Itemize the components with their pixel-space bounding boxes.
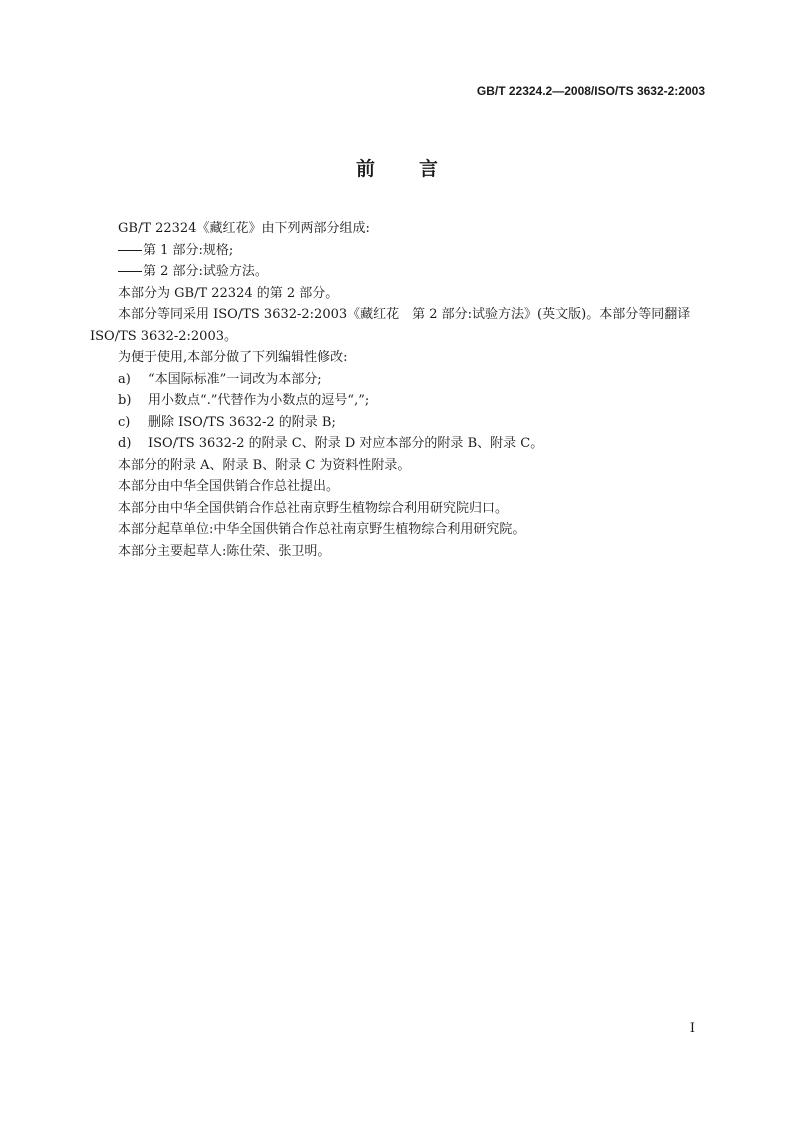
item-text: “本国际标准”一词改为本部分; xyxy=(148,371,322,387)
item-text: ISO/TS 3632-2 的附录 C、附录 D 对应本部分的附录 B、附录 C。 xyxy=(148,436,544,451)
list-item-text: 第 1 部分:规格; xyxy=(143,242,234,258)
page-number: I xyxy=(689,1021,695,1036)
item-label: b) xyxy=(118,393,132,408)
item-text: 删除 ISO/TS 3632-2 的附录 B; xyxy=(148,414,336,430)
drafting-unit-statement: 本部分起草单位:中华全国供销合作总社南京野生植物综合利用研究院。 xyxy=(118,522,526,537)
list-item-part2 xyxy=(90,261,706,283)
dash-mark xyxy=(118,271,142,272)
item-label: d) xyxy=(118,436,132,451)
proposer-statement: 本部分由中华全国供销合作总社提出。 xyxy=(118,479,340,494)
document-header: GB/T 22324.2—2008/ISO/TS 3632-2:2003 xyxy=(476,84,705,98)
edit-item-a xyxy=(90,369,706,391)
item-label: a) xyxy=(118,371,131,387)
editorial-intro: 为便于使用,本部分做了下列编辑性修改: xyxy=(118,350,348,365)
foreword-body xyxy=(90,218,706,562)
list-item-text: 第 2 部分:试验方法。 xyxy=(143,264,268,279)
title-char-2: 言 xyxy=(419,158,439,180)
item-text: 用小数点“.”代替作为小数点的逗号“,”; xyxy=(148,393,370,408)
adoption-statement: 本部分等同采用 ISO/TS 3632-2:2003《藏红花 第 2 部分:试验方法》(英文版)。本部分等同翻译 ISO/TS 3632-2:2003。 xyxy=(90,307,691,344)
item-label: c) xyxy=(118,414,131,430)
edit-item-c xyxy=(90,412,706,434)
annex-statement: 本部分的附录 A、附录 B、附录 C 为资料性附录。 xyxy=(118,457,411,473)
title-char-1: 前 xyxy=(355,158,375,180)
intro-paragraph: GB/T 22324《藏红花》由下列两部分组成: xyxy=(118,221,370,236)
page-title xyxy=(0,154,794,181)
drafters-statement: 本部分主要起草人:陈仕荣、张卫明。 xyxy=(118,543,331,559)
edit-item-d xyxy=(90,433,706,455)
list-item-part1 xyxy=(90,240,706,262)
dash-mark xyxy=(118,250,142,251)
management-statement: 本部分由中华全国供销合作总社南京野生植物综合利用研究院归口。 xyxy=(118,500,509,516)
edit-item-b xyxy=(90,390,706,412)
part-statement: 本部分为 GB/T 22324 的第 2 部分。 xyxy=(118,285,339,301)
